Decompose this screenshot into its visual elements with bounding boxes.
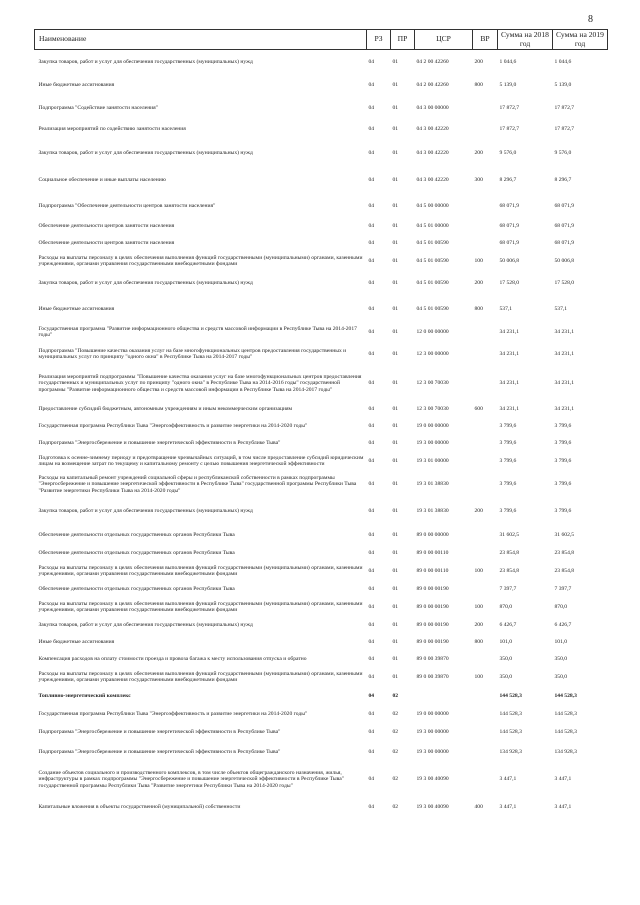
row-rz: 04 [368,306,375,313]
row-sum-2019: 144 528,3 [554,729,577,736]
table-row [35,796,608,818]
row-sum-2019: 3 799,6 [554,481,572,488]
row-sum-2018: 34 231,1 [499,380,520,387]
row-vr: 100 [474,258,483,265]
row-rz: 04 [368,729,375,736]
row-csr: 89 0 00 00190 [416,639,449,646]
row-rz: 04 [368,423,375,430]
row-sum-2018: 3 799,6 [499,457,517,464]
table-row [35,167,608,194]
row-sum-2018: 5 139,0 [499,81,517,88]
row-csr: 04 2 00 42260 [416,58,449,65]
table-row [35,498,608,525]
row-sum-2019: 23 854,8 [554,568,575,575]
row-rz: 04 [368,457,375,464]
table-row [35,471,608,498]
row-vr [473,451,498,471]
row-csr: 12 0 00 00000 [416,329,449,336]
row-sum-2019: 3 799,6 [554,508,572,515]
row-rz: 04 [368,223,375,230]
table-row [35,741,608,763]
row-pr: 01 [392,58,399,65]
row-rz: 04 [368,258,375,265]
row-name: Закупка товаров, работ и услуг для обеспечения государственных (муниципальных) нужд [38,622,253,629]
row-name: Расходы на выплаты персоналу в целях обеспечения выполнения функций государственными (муниципальными) органами, казенными учреждениями, органами управления государственными внебюджетными фондами [38,671,363,684]
row-sum-2019: 17 528,0 [554,280,575,287]
table-row [35,73,608,97]
row-csr [415,687,473,705]
row-sum-2018: 144 528,3 [499,711,522,718]
row-csr: 19 3 00 00000 [416,439,449,446]
table-row [35,323,608,342]
row-name: Подпрограмма "Энергосбережение и повышение энергетической эффективности в Республике Тыва" [38,729,281,736]
page-number: 8 [588,14,593,25]
row-csr: 12 3 00 70030 [416,380,449,387]
row-name: Расходы на выплаты персоналу в целях обеспечения выполнения функций государственными (муниципальными) органами, казенными учреждениями, органами управления государственными внебюджетными фондами [38,565,363,578]
row-vr [473,651,498,668]
row-name: Компенсация расходов на оплату стоимости проезда и провоза багажа к месту использования отпуска и обратно [38,656,307,663]
row-pr: 01 [392,531,399,538]
row-csr: 89 0 00 00000 [416,531,449,538]
table-row [35,194,608,218]
row-name: Создание объектов социального и производственного комплексов, в том числе объектов общегражданского назначения, жилья, инфраструктуры в рамках подпрограммы "Энергосбережение и повышение энергетической эффективности в Республике Тыва" государственной программы Республики Тыва "Развитие энергетики Республики Тыва на 2014-2020 годы" [38,770,344,789]
row-pr: 02 [392,692,399,699]
row-rz: 04 [368,803,375,810]
row-sum-2019: 144 528,3 [554,711,577,718]
row-sum-2019: 5 139,0 [554,81,572,88]
row-csr: 04 3 00 42220 [416,126,449,133]
row-sum-2018: 23 854,8 [499,550,520,557]
table-row [35,634,608,651]
row-sum-2018: 8 296,7 [499,177,517,184]
row-name: Подпрограмма "Содействие занятости населения" [38,104,159,111]
header-sum-2019: Сумма на 2019 год [553,30,608,50]
row-pr: 01 [392,639,399,646]
row-name: Расходы на капитальный ремонт учреждений социальной сферы и республиканской собственности в рамках подпрограммы "Энергосбережение и повышение энергетической эффективности в Республике Тыва" государственной программы Республики Тыва "Развитие энергетики Республики Тыва на 2014-2020 годы" [38,475,357,494]
row-rz: 04 [368,656,375,663]
row-rz: 04 [368,439,375,446]
row-sum-2018: 3 799,6 [499,439,517,446]
row-rz: 04 [368,351,375,358]
row-sum-2019: 23 854,8 [554,550,575,557]
table-row [35,724,608,741]
row-pr: 01 [392,481,399,488]
row-rz: 04 [368,150,375,157]
row-rz: 04 [368,81,375,88]
table-body [35,50,608,818]
row-sum-2018: 23 854,8 [499,568,520,575]
row-csr: 04 5 01 00590 [416,240,449,247]
row-sum-2018: 350,0 [499,656,513,663]
row-vr: 200 [474,508,483,515]
row-name: Топливно-энергетический комплекс [38,692,131,699]
row-csr: 04 5 01 00000 [416,223,449,230]
row-sum-2019: 537,1 [554,306,568,313]
row-pr: 01 [392,329,399,336]
row-sum-2018: 1 044,6 [499,58,517,65]
row-rz: 04 [368,586,375,593]
row-rz: 04 [368,58,375,65]
row-sum-2019: 68 071,9 [554,202,575,209]
row-vr: 200 [474,150,483,157]
row-vr: 200 [474,280,483,287]
row-vr: 800 [474,639,483,646]
header-rz: РЗ [367,30,391,50]
row-sum-2019: 31 602,5 [554,531,575,538]
row-csr: 04 5 00 00000 [416,202,449,209]
table-row [35,367,608,400]
row-vr: 600 [474,405,483,412]
row-vr [473,119,498,140]
table-row [35,598,608,617]
header-name: Наименование [35,30,367,50]
row-vr [473,471,498,498]
row-rz: 04 [368,405,375,412]
row-name: Обеспечение деятельности центров занятости населения [38,223,175,230]
row-vr [473,194,498,218]
row-name: Обеспечение деятельности центров занятости населения [38,240,175,247]
row-pr: 02 [392,776,399,783]
row-name: Государственная программа "Развитие информационного общества и средств массовой информации в Республике Тыва на 2014-2017 годы" [38,326,357,339]
header-row [35,30,608,50]
table-row [35,400,608,418]
row-vr: 400 [474,803,483,810]
row-csr: 04 3 00 00000 [416,104,449,111]
row-pr: 01 [392,622,399,629]
row-sum-2018: 17 872,7 [499,104,520,111]
row-pr: 02 [392,711,399,718]
table-row [35,525,608,545]
row-pr: 01 [392,104,399,111]
row-csr: 12 3 00 00000 [416,351,449,358]
row-vr [473,367,498,400]
row-pr: 01 [392,306,399,313]
table-row [35,451,608,471]
row-name: Расходы на выплаты персоналу в целях обеспечения выполнения функций государственными (муниципальными) органами, казенными учреждениями, органами управления государственными внебюджетными фондами [38,255,363,268]
table-row [35,705,608,724]
row-pr: 01 [392,586,399,593]
row-sum-2018: 3 799,6 [499,508,517,515]
row-vr [473,342,498,367]
row-csr: 04 3 00 42220 [416,150,449,157]
row-csr: 19 3 01 38830 [416,481,449,488]
row-name: Подпрограмма "Энергосбережение и повышение энергетической эффективности в Республике Тыва" [38,439,281,446]
row-sum-2019: 6 426,7 [554,622,572,629]
row-vr [473,323,498,342]
row-sum-2019: 3 447,1 [554,776,572,783]
row-rz: 04 [368,639,375,646]
row-vr [473,687,498,705]
row-vr [473,545,498,562]
row-pr: 01 [392,380,399,387]
row-name: Подпрограмма "Энергосбережение и повышение энергетической эффективности в Республике Тыва" [38,748,281,755]
row-rz: 04 [368,508,375,515]
table-row [35,218,608,235]
row-sum-2019: 3 799,6 [554,457,572,464]
row-sum-2019: 134 928,3 [554,748,577,755]
row-sum-2018: 68 071,9 [499,202,520,209]
row-csr: 19 0 00 00000 [416,711,449,718]
row-sum-2018: 34 231,1 [499,329,520,336]
row-pr: 01 [392,280,399,287]
row-pr: 01 [392,508,399,515]
row-rz: 04 [368,329,375,336]
row-sum-2019: 3 447,1 [554,803,572,810]
row-rz: 04 [368,531,375,538]
row-csr: 19 3 00 40090 [416,776,449,783]
row-pr: 01 [392,240,399,247]
row-name: Подпрограмма "Обеспечение деятельности центров занятости населения" [38,202,216,209]
row-vr [473,235,498,252]
row-sum-2018: 31 602,5 [499,531,520,538]
row-rz: 04 [368,481,375,488]
row-sum-2019: 68 071,9 [554,240,575,247]
row-pr: 01 [392,258,399,265]
row-vr: 800 [474,81,483,88]
row-rz: 04 [368,126,375,133]
row-sum-2018: 350,0 [499,674,513,681]
row-pr: 01 [392,423,399,430]
row-sum-2018: 17 528,0 [499,280,520,287]
table-row [35,235,608,252]
budget-table [34,29,608,818]
row-rz: 04 [368,104,375,111]
row-sum-2018: 6 426,7 [499,622,517,629]
row-sum-2019: 101,0 [554,639,568,646]
row-name: Государственная программа Республики Тыва "Энергоэффективность и развитие энергетики на 2014-2020 годы" [38,423,308,430]
row-sum-2018: 870,0 [499,604,513,611]
row-pr: 01 [392,202,399,209]
row-sum-2019: 34 231,1 [554,329,575,336]
row-sum-2018: 537,1 [499,306,513,313]
row-name: Закупка товаров, работ и услуг для обеспечения государственных (муниципальных) нужд [38,280,253,287]
row-pr: 01 [392,457,399,464]
header-csr: ЦСР [415,30,473,50]
table-row [35,418,608,435]
row-sum-2019: 3 799,6 [554,439,572,446]
row-pr: 01 [392,439,399,446]
table-row [35,581,608,598]
row-pr: 01 [392,150,399,157]
row-sum-2018: 68 071,9 [499,223,520,230]
row-pr: 01 [392,604,399,611]
row-sum-2018: 3 447,1 [499,776,517,783]
row-name: Расходы на выплаты персоналу в целях обеспечения выполнения функций государственными (муниципальными) органами, казенными учреждениями, органами управления государственными внебюджетными фондами [38,601,363,614]
row-csr: 89 0 00 39870 [416,674,449,681]
row-vr [473,581,498,598]
row-csr: 04 5 01 00590 [416,258,449,265]
row-sum-2018: 144 528,3 [499,692,522,699]
row-pr: 02 [392,729,399,736]
table-row [35,296,608,323]
row-rz: 04 [368,380,375,387]
row-vr: 100 [474,674,483,681]
row-vr: 100 [474,568,483,575]
row-sum-2019: 3 799,6 [554,423,572,430]
row-rz: 04 [368,240,375,247]
row-csr: 19 3 01 38830 [416,508,449,515]
row-vr [473,763,498,796]
row-sum-2018: 3 799,6 [499,481,517,488]
row-vr [473,724,498,741]
row-csr: 89 0 00 00110 [416,550,449,557]
row-rz: 04 [368,604,375,611]
row-csr: 89 0 00 00190 [416,604,449,611]
row-csr: 04 5 01 00590 [416,280,449,287]
row-csr: 04 2 00 42260 [416,81,449,88]
table-row [35,763,608,796]
table-row [35,562,608,581]
table-row [35,271,608,296]
table-row [35,617,608,634]
row-name: Подпрограмма "Повышение качества оказания услуг на базе многофункциональных центров предоставления государственных и муниципальных услуг по принципу "одного окна" в Республике Тыва на 2014-2017 годы" [38,348,347,361]
row-csr: 89 0 00 39870 [416,656,449,663]
row-name: Обеспечение деятельности отдельных государственных органов Республики Тыва [38,550,235,557]
row-name: Реализация мероприятий по содействию занятости населения [38,126,186,133]
row-name: Иные бюджетные ассигнования [38,639,115,646]
row-sum-2018: 68 071,9 [499,240,520,247]
row-rz: 04 [368,622,375,629]
row-sum-2019: 350,0 [554,674,568,681]
row-rz: 04 [368,202,375,209]
row-pr: 01 [392,674,399,681]
table-row [35,651,608,668]
row-name: Закупка товаров, работ и услуг для обеспечения государственных (муниципальных) нужд [38,150,253,157]
row-sum-2019: 17 872,7 [554,104,575,111]
row-csr: 89 0 00 00110 [416,568,449,575]
row-vr: 100 [474,604,483,611]
table-row [35,252,608,271]
row-sum-2018: 7 397,7 [499,586,517,593]
table-row [35,668,608,687]
row-csr: 89 0 00 00190 [416,622,449,629]
row-csr: 19 3 00 40090 [416,803,449,810]
row-sum-2018: 3 447,1 [499,803,517,810]
row-sum-2018: 101,0 [499,639,513,646]
row-pr: 01 [392,405,399,412]
row-sum-2018: 3 799,6 [499,423,517,430]
row-sum-2019: 34 231,1 [554,405,575,412]
row-sum-2019: 68 071,9 [554,223,575,230]
row-vr [473,525,498,545]
row-name: Капитальные вложения в объекты государственной (муниципальной) собственности [38,803,241,810]
row-vr: 300 [474,177,483,184]
row-sum-2019: 50 006,8 [554,258,575,265]
header-vr: ВР [473,30,498,50]
row-name: Иные бюджетные ассигнования [38,81,115,88]
row-sum-2018: 50 006,8 [499,258,520,265]
row-name: Реализация мероприятий подпрограммы "Повышение качества оказания услуг на базе многофункциональных центров предоставления государственных и муниципальных услуг по принципу "одного окна" в Республике Тыва на 2014-2016 годы" государственной программы "Развитие информационного общества и средств массовой информации в Республике Тыва на 2014-2017 годы" [38,374,362,393]
row-vr: 800 [474,306,483,313]
table-row [35,50,608,73]
row-sum-2019: 350,0 [554,656,568,663]
row-rz: 04 [368,280,375,287]
row-csr: 19 0 00 00000 [416,423,449,430]
table-row [35,342,608,367]
row-vr [473,218,498,235]
row-csr: 04 5 01 00590 [416,306,449,313]
row-name: Предоставление субсидий бюджетным, автономным учреждениям и иным некоммерческим организациям [38,405,293,412]
row-rz: 04 [368,692,375,699]
table-row [35,97,608,119]
row-vr [473,705,498,724]
row-vr [473,97,498,119]
row-sum-2019: 870,0 [554,604,568,611]
row-csr: 19 3 00 00000 [416,748,449,755]
row-rz: 04 [368,568,375,575]
row-name: Иные бюджетные ассигнования [38,306,115,313]
row-pr: 01 [392,568,399,575]
row-csr: 89 0 00 00190 [416,586,449,593]
row-csr: 19 3 00 00000 [416,729,449,736]
row-name: Обеспечение деятельности отдельных государственных органов Республики Тыва [38,586,235,593]
row-name: Обеспечение деятельности отдельных государственных органов Республики Тыва [38,531,235,538]
table-row [35,545,608,562]
row-sum-2018: 144 528,3 [499,729,522,736]
header-sum-2018: Сумма на 2018 год [498,30,553,50]
row-sum-2019: 9 576,0 [554,150,572,157]
row-sum-2018: 134 928,3 [499,748,522,755]
row-sum-2018: 17 872,7 [499,126,520,133]
table-row [35,687,608,705]
row-vr [473,435,498,451]
row-pr: 01 [392,656,399,663]
row-rz: 04 [368,748,375,755]
row-pr: 01 [392,177,399,184]
row-pr: 01 [392,550,399,557]
row-csr: 12 3 00 70030 [416,405,449,412]
row-pr: 01 [392,81,399,88]
row-vr: 200 [474,58,483,65]
row-sum-2019: 7 397,7 [554,586,572,593]
row-name: Государственная программа Республики Тыва "Энергоэффективность и развитие энергетики на 2014-2020 годы" [38,711,308,718]
row-rz: 04 [368,711,375,718]
header-pr: ПР [391,30,415,50]
row-pr: 01 [392,223,399,230]
row-pr: 02 [392,748,399,755]
row-sum-2019: 1 044,6 [554,58,572,65]
row-vr [473,741,498,763]
table-row [35,140,608,167]
row-name: Социальное обеспечение и иные выплаты населению [38,177,166,184]
row-csr: 19 3 01 00000 [416,457,449,464]
row-pr: 02 [392,803,399,810]
row-csr: 04 3 00 42220 [416,177,449,184]
row-sum-2018: 34 231,1 [499,405,520,412]
table-row [35,435,608,451]
row-sum-2019: 34 231,1 [554,380,575,387]
row-rz: 04 [368,674,375,681]
row-name: Закупка товаров, работ и услуг для обеспечения государственных (муниципальных) нужд [38,508,253,515]
row-sum-2019: 144 528,3 [554,692,577,699]
row-vr: 200 [474,622,483,629]
row-sum-2019: 17 872,7 [554,126,575,133]
row-pr: 01 [392,126,399,133]
row-sum-2019: 34 231,1 [554,351,575,358]
row-name: Подготовка к осенне-зимнему периоду и предотвращение чрезвычайных ситуаций, в том числе предоставление субсидий юридическим лицам на возмещение затрат по текущему и капитальному ремонту с целью повышения энергетической эффективности [38,454,364,467]
row-rz: 04 [368,177,375,184]
table-row [35,119,608,140]
row-sum-2018: 34 231,1 [499,351,520,358]
row-sum-2018: 9 576,0 [499,150,517,157]
row-sum-2019: 8 296,7 [554,177,572,184]
row-rz: 04 [368,776,375,783]
row-rz: 04 [368,550,375,557]
row-name: Закупка товаров, работ и услуг для обеспечения государственных (муниципальных) нужд [38,58,253,65]
row-pr: 01 [392,351,399,358]
row-vr [473,418,498,435]
